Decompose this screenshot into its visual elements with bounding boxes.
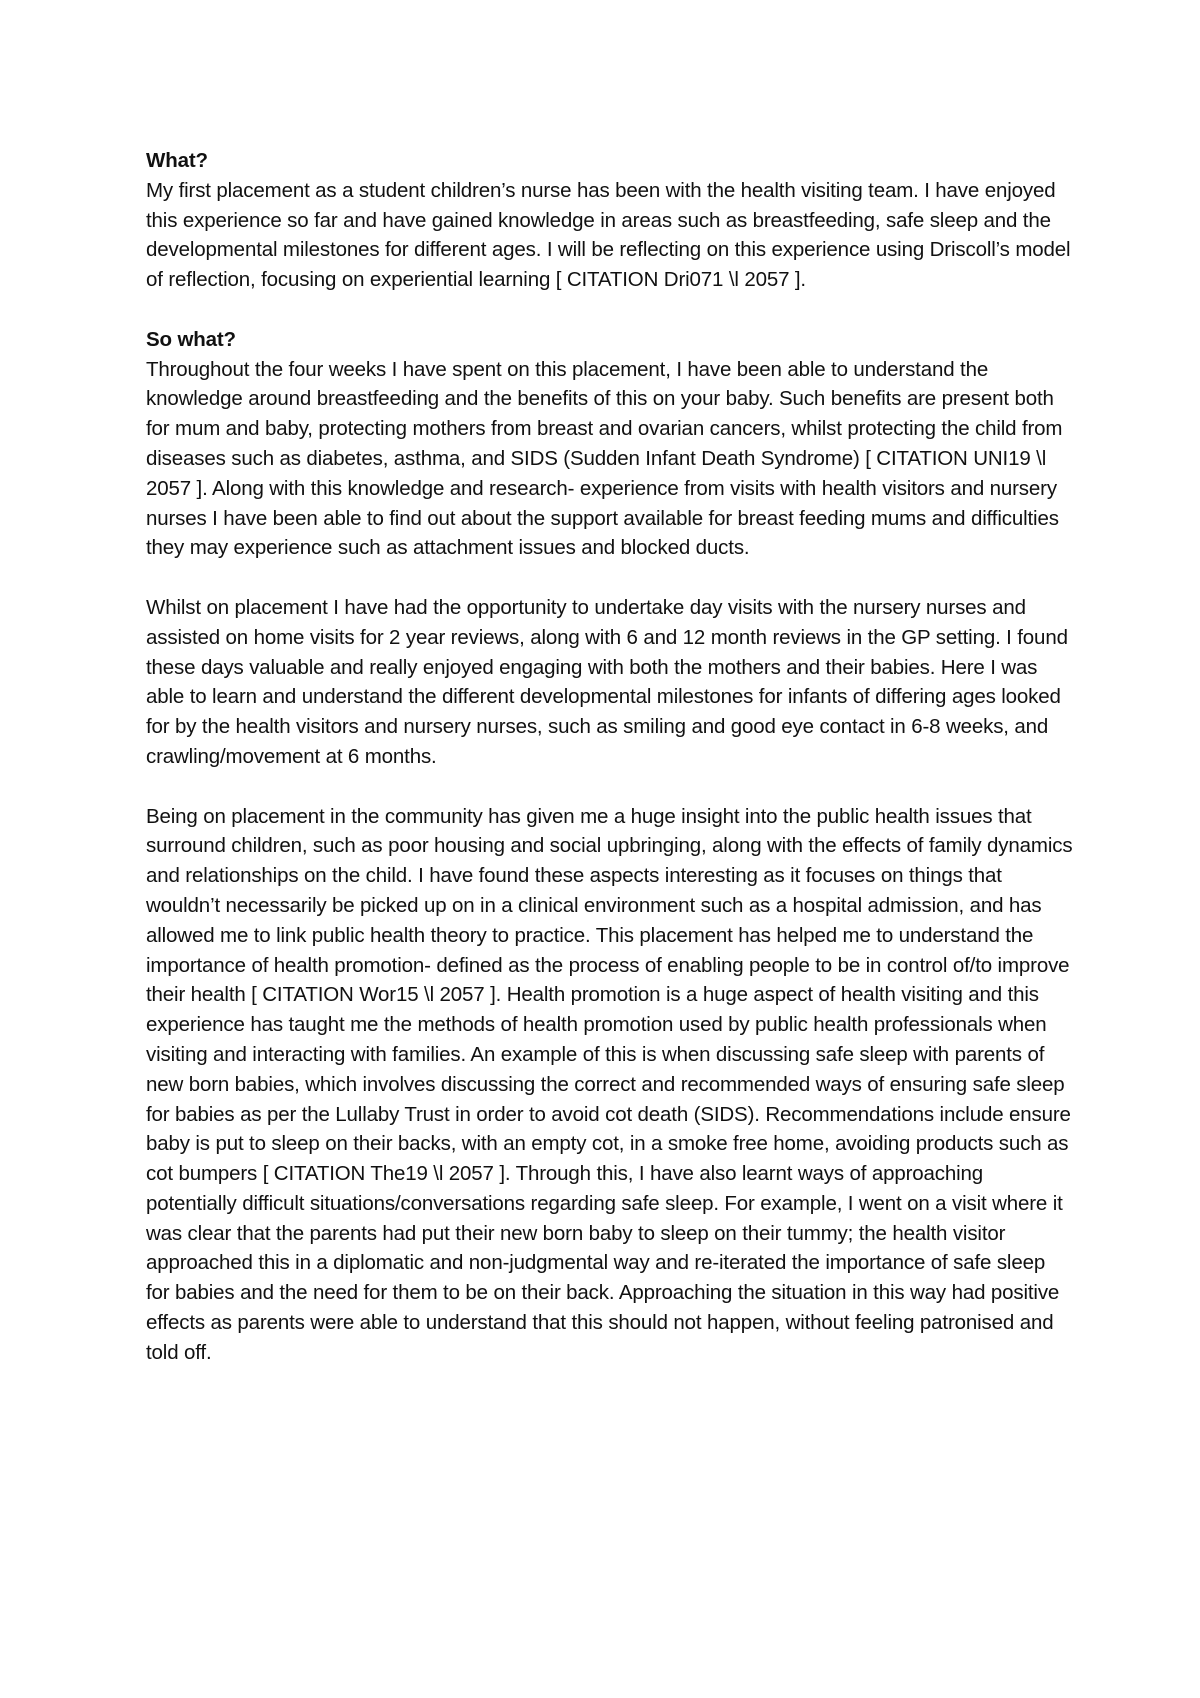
paragraph-spacer [146,295,1074,325]
section-heading-what: What? [146,149,208,172]
paragraph-spacer [146,772,1074,802]
paragraph-spacer [146,563,1074,593]
paragraph-so-what-3: Being on placement in the community has given me a huge insight into the public health issues that surround children, such as poor housing and social upbringing, along with the effects of family dynamics and relationships on the child. I have found these aspects interesting as it focuses on things that wouldn’t necessarily be picked up on in a clinical environment such as a hospital admission, and has allowed me to link public health theory to practice. This placement has helped me to understand the importance of health promotion- defined as the process of enabling people to be in control of/to improve their health [ CITATION Wor15 \l 2057 ]. Health promotion is a huge aspect of health visiting and this experience has taught me the methods of health promotion used by public health professionals when visiting and interacting with families. An example of this is when discussing safe sleep with parents of new born babies, which involves discussing the correct and recommended ways of ensuring safe sleep for babies as per the Lullaby Trust in order to avoid cot death (SIDS). Recommendations include ensure baby is put to sleep on their backs, with an empty cot, in a smoke free home, avoiding products such as cot bumpers [ CITATION The19 \l 2057 ]. Through this, I have also learnt ways of approaching potentially difficult situations/conversations regarding safe sleep. For example, I went on a visit where it was clear that the parents had put their new born baby to sleep on their tummy; the health visitor approached this in a diplomatic and non-judgmental way and re-iterated the importance of safe sleep for babies and the need for them to be on their back. Approaching the situation in this way had positive effects as parents were able to understand that this should not happen, without feeling patronised and told off. [146,804,1073,1364]
paragraph-so-what-2: Whilst on placement I have had the opportunity to undertake day visits with the nursery nurses and assisted on home visits for 2 year reviews, along with 6 and 12 month reviews in the GP setting. I found these days valuable and really enjoyed engaging with both the mothers and their babies. Here I was able to learn and understand the different developmental milestones for infants of differing ages looked for by the health visitors and nursery nurses, such as smiling and good eye contact in 6-8 weeks, and crawling/movement at 6 months. [146,595,1068,768]
section-heading-so-what: So what? [146,327,236,351]
paragraph-what: My first placement as a student children’s nurse has been with the health visiting team. I have enjoyed this experience so far and have gained knowledge in areas such as breastfeeding, safe sleep and the developmental milestones for different ages. I will be reflecting on this experience using Driscoll’s model of reflection, focusing on experiential learning [ CITATION Dri071 \l 2057 ]. [146,178,1071,292]
paragraph-so-what-1: Throughout the four weeks I have spent on this placement, I have been able to understand the knowledge around breastfeeding and the benefits of this on your baby. Such benefits are present both for mum and baby, protecting mothers from breast and ovarian cancers, whilst protecting the child from diseases such as diabetes, asthma, and SIDS (Sudden Infant Death Syndrome) [ CITATION UNI19 \l 2057 ]. Along with this knowledge and research- experience from visits with health visitors and nursery nurses I have been able to find out about the support available for breast feeding mums and difficulties they may experience such as attachment issues and blocked ducts. [146,357,1063,560]
document-page [146,146,1074,1368]
